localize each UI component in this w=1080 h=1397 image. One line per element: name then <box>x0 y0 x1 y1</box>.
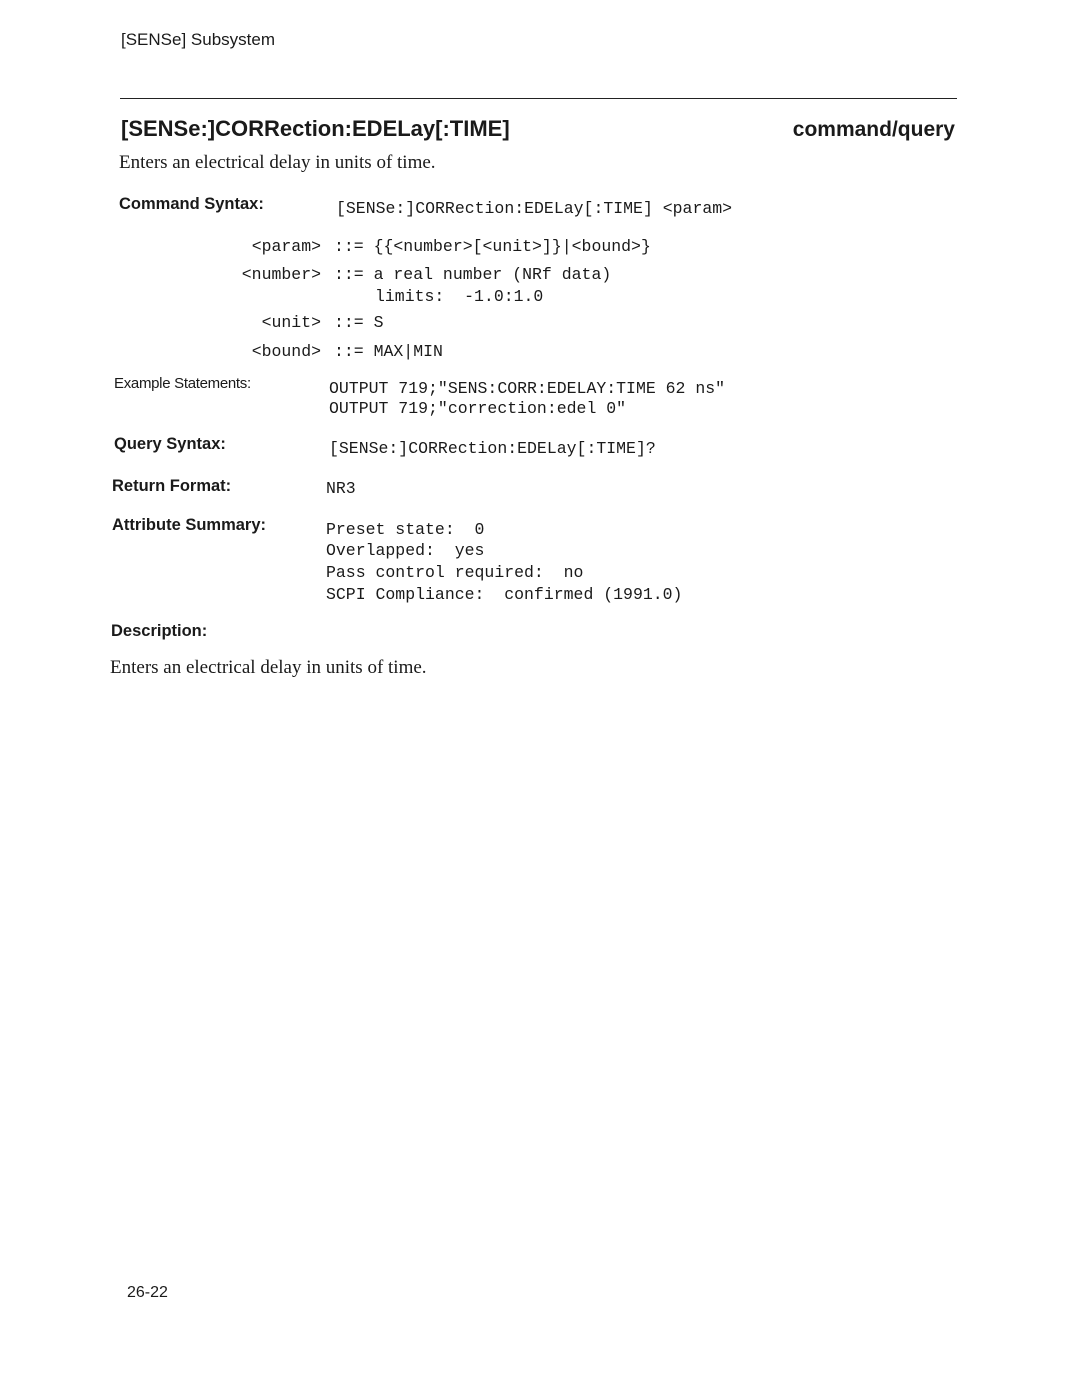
example-statement: OUTPUT 719;"SENS:CORR:EDELAY:TIME 62 ns" <box>329 379 726 398</box>
query-syntax-value: [SENSe:]CORRection:EDELay[:TIME]? <box>329 439 656 458</box>
grammar-def-param: ::= {{<number>[<unit>]}|<bound>} <box>334 237 651 256</box>
attribute-line: Overlapped: yes <box>326 541 485 560</box>
command-syntax-label: Command Syntax: <box>119 195 264 213</box>
description-text: Enters an electrical delay in units of time. <box>110 657 427 678</box>
grammar-def-number: ::= a real number (NRf data) <box>334 265 612 284</box>
query-syntax-label: Query Syntax: <box>114 435 226 453</box>
attribute-line: Preset state: 0 <box>326 520 485 539</box>
page-number: 26-22 <box>127 1284 168 1301</box>
description-label: Description: <box>111 622 208 640</box>
grammar-term-number: <number> <box>241 265 321 284</box>
command-title: [SENSe:]CORRection:EDELay[:TIME] <box>121 116 510 141</box>
example-statement: OUTPUT 719;"correction:edel 0" <box>329 399 627 418</box>
grammar-term-bound: <bound> <box>251 342 321 361</box>
attribute-line: Pass control required: no <box>326 563 584 582</box>
command-syntax-value: [SENSe:]CORRection:EDELay[:TIME] <param> <box>336 199 733 218</box>
grammar-term-param: <param> <box>251 237 321 256</box>
grammar-term-unit: <unit> <box>261 313 321 332</box>
return-format-label: Return Format: <box>112 477 232 495</box>
return-format-value: NR3 <box>326 479 356 498</box>
command-intro: Enters an electrical delay in units of time. <box>119 152 436 173</box>
grammar-def-unit: ::= S <box>334 313 384 332</box>
running-header: [SENSe] Subsystem <box>121 30 276 49</box>
grammar-number-limits: limits: -1.0:1.0 <box>375 287 544 306</box>
attribute-line: SCPI Compliance: confirmed (1991.0) <box>326 585 683 604</box>
grammar-def-bound: ::= MAX|MIN <box>334 342 443 361</box>
example-statements-label: Example Statements: <box>114 375 251 392</box>
header-rule <box>120 98 957 99</box>
attribute-summary-label: Attribute Summary: <box>112 516 267 534</box>
command-type: command/query <box>792 118 955 141</box>
